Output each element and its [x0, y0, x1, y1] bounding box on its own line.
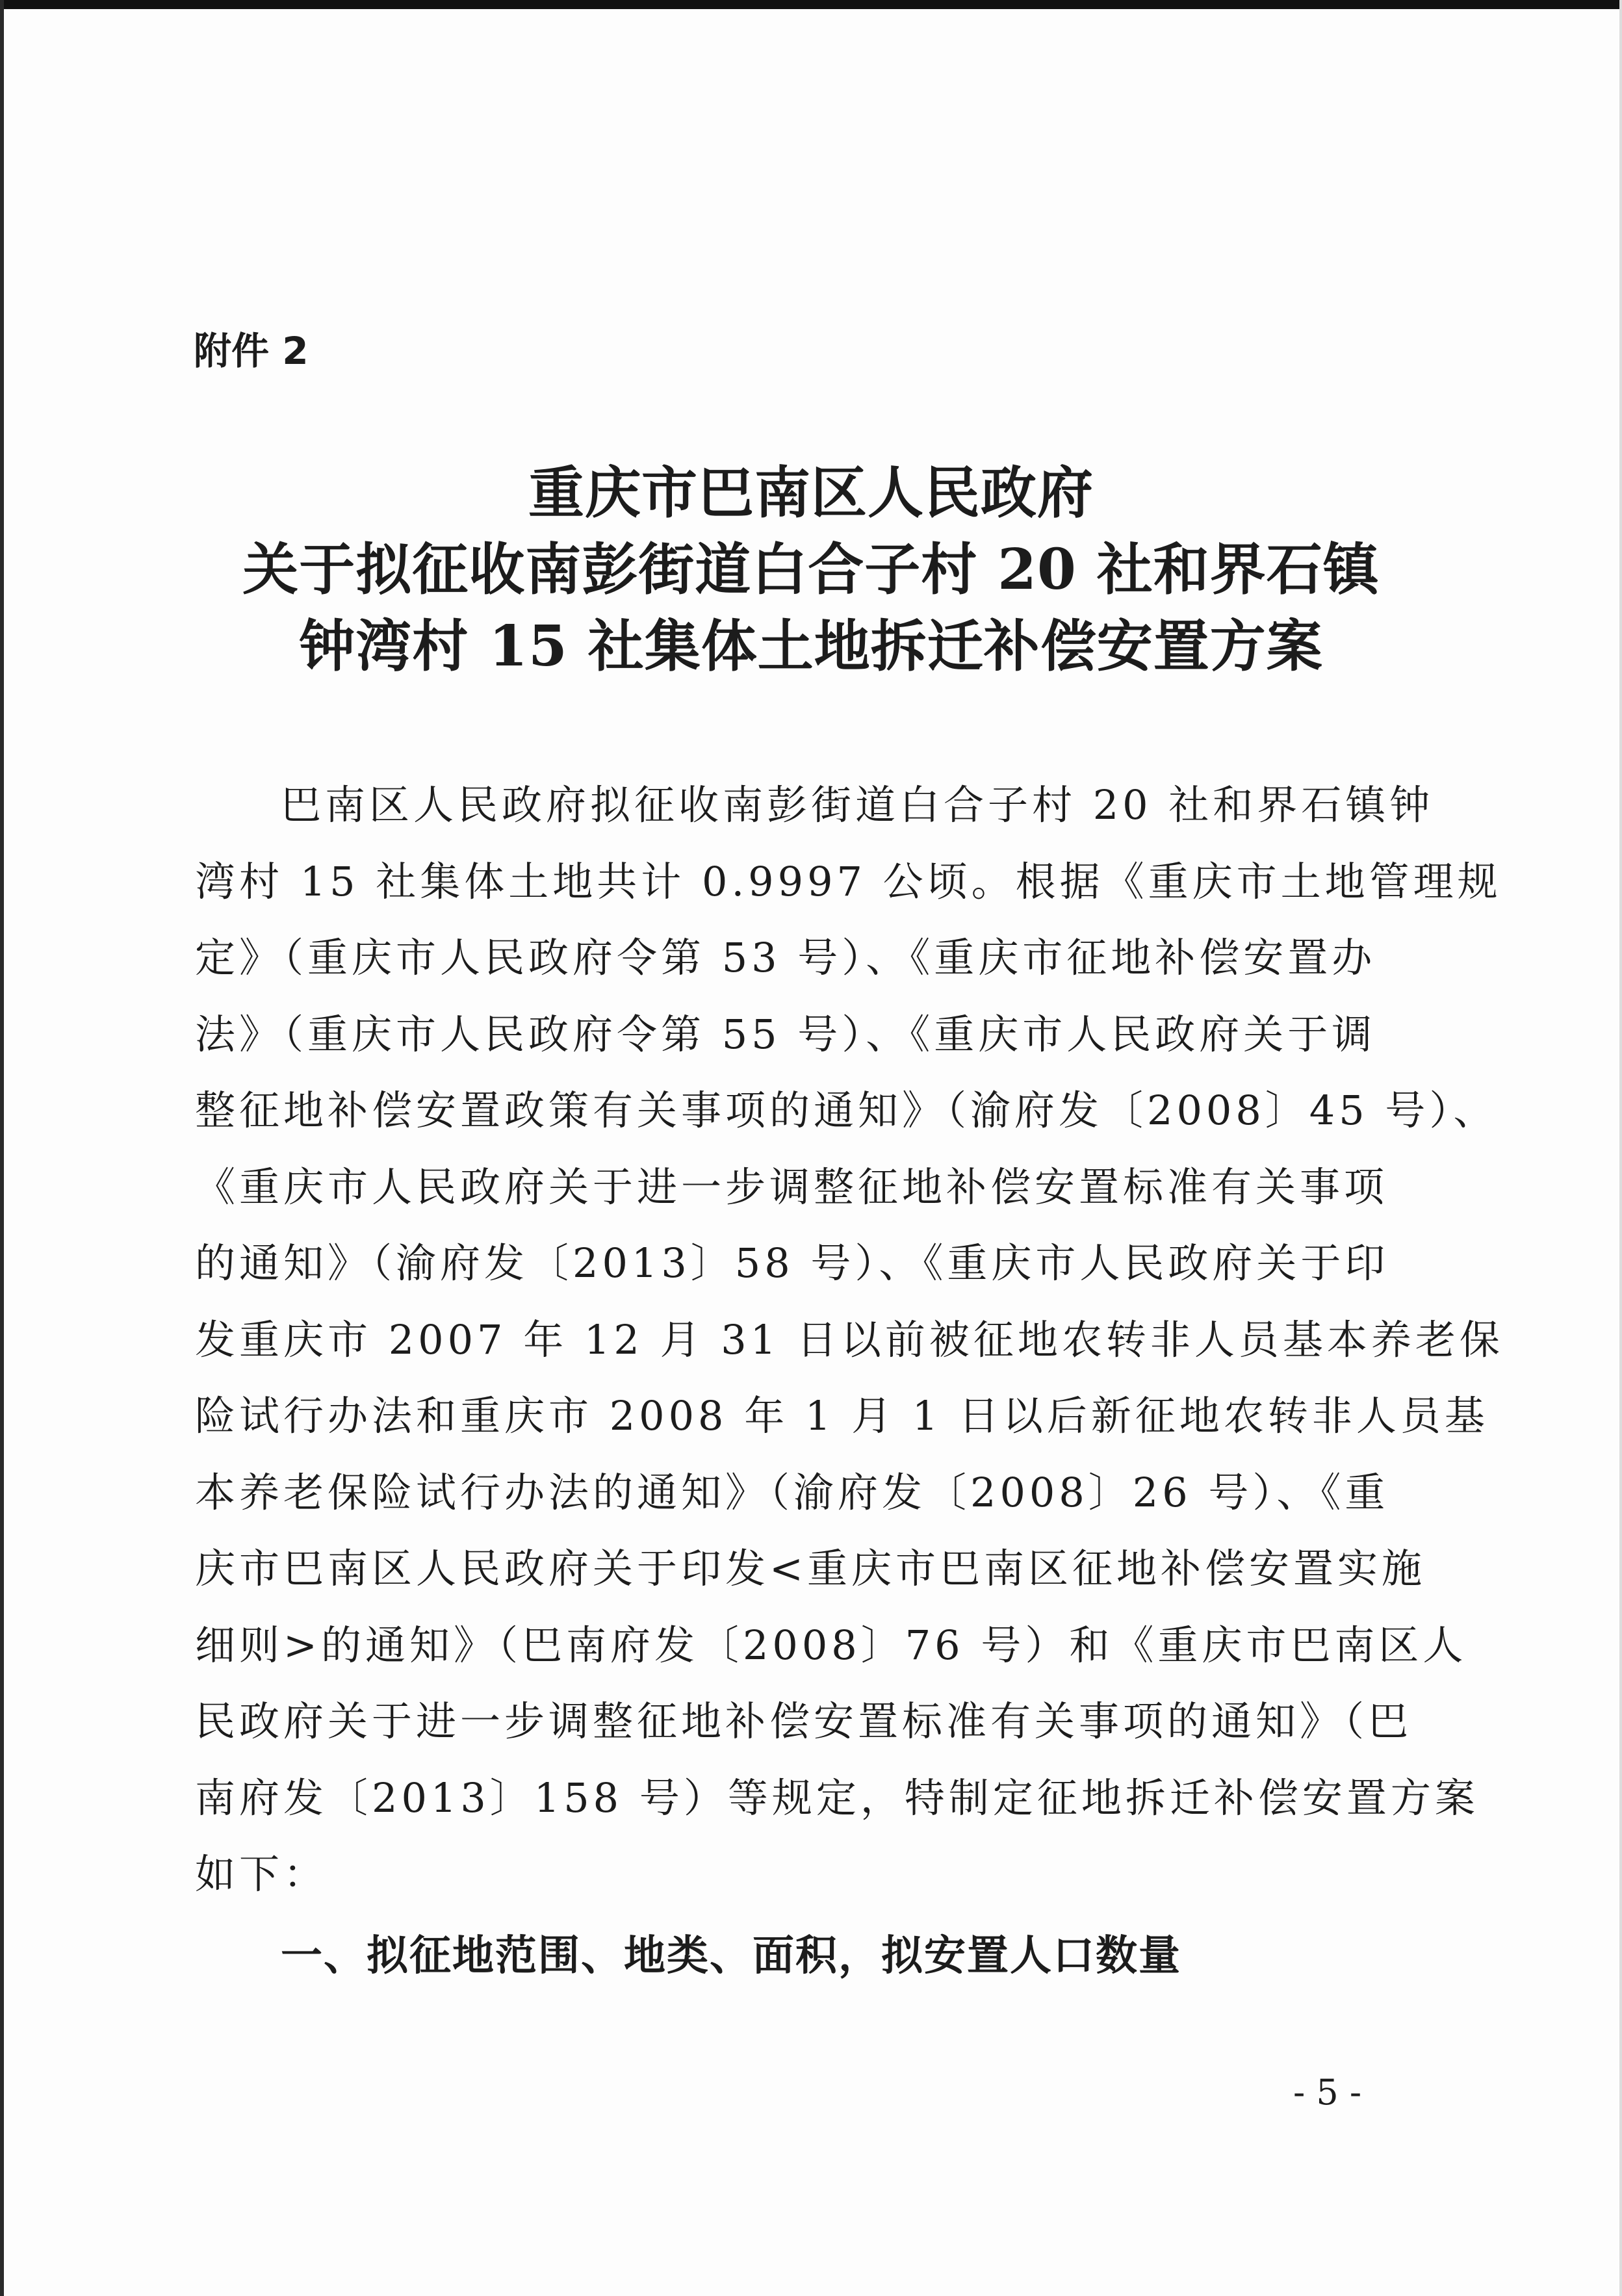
body-line: 南府发〔2013〕158 号）等规定，特制定征地拆迁补偿安置方案 [195, 1774, 1479, 1822]
body-line: 法》（重庆市人民政府令第 55 号）、《重庆市人民政府关于调 [195, 1010, 1376, 1058]
body-line: 的通知》（渝府发〔2013〕58 号）、《重庆市人民政府关于印 [195, 1239, 1389, 1287]
title-line-2: 关于拟征收南彭街道白合子村 20 社和界石镇 [242, 537, 1380, 602]
scan-edge-top [0, 0, 1622, 9]
section-heading: 一、拟征地范围、地类、面积，拟安置人口数量 [281, 1932, 1181, 1980]
body-line: 细则>的通知》（巴南府发〔2008〕76 号）和《重庆市巴南区人 [195, 1621, 1467, 1669]
body-line: 定》（重庆市人民政府令第 53 号）、《重庆市征地补偿安置办 [195, 934, 1376, 981]
document-title [0, 455, 1622, 685]
title-line-3: 钟湾村 15 社集体土地拆迁补偿安置方案 [299, 613, 1323, 679]
body-line: 整征地补偿安置政策有关事项的通知》（渝府发〔2008〕45 号）、 [195, 1087, 1498, 1134]
body-line: 民政府关于进一步调整征地补偿安置标准有关事项的通知》（巴 [195, 1697, 1413, 1745]
body-line: 巴南区人民政府拟征收南彭街道白合子村 20 社和界石镇钟 [281, 781, 1434, 829]
scan-edge-left [0, 0, 4, 2296]
page-number: - 5 - [1293, 2072, 1362, 2113]
body-line: 险试行办法和重庆市 2008 年 1 月 1 日以后新征地农转非人员基 [195, 1392, 1489, 1439]
body-line: 如下： [195, 1850, 328, 1898]
body-line: 庆市巴南区人民政府关于印发<重庆市巴南区征地补偿安置实施 [195, 1545, 1426, 1592]
scan-edge-right [1619, 0, 1622, 2296]
attachment-label: 附件 2 [194, 329, 309, 373]
body-line: 本养老保险试行办法的通知》（渝府发〔2008〕26 号）、《重 [195, 1468, 1389, 1516]
body-line: 湾村 15 社集体土地共计 0.9997 公顷。根据《重庆市土地管理规 [195, 857, 1502, 905]
body-paragraph [195, 767, 1504, 1913]
body-line: 发重庆市 2007 年 12 月 31 日以前被征地农转非人员基本养老保 [195, 1315, 1504, 1363]
body-line: 《重庆市人民政府关于进一步调整征地补偿安置标准有关事项 [195, 1163, 1389, 1211]
title-line-1: 重庆市巴南区人民政府 [528, 460, 1094, 526]
